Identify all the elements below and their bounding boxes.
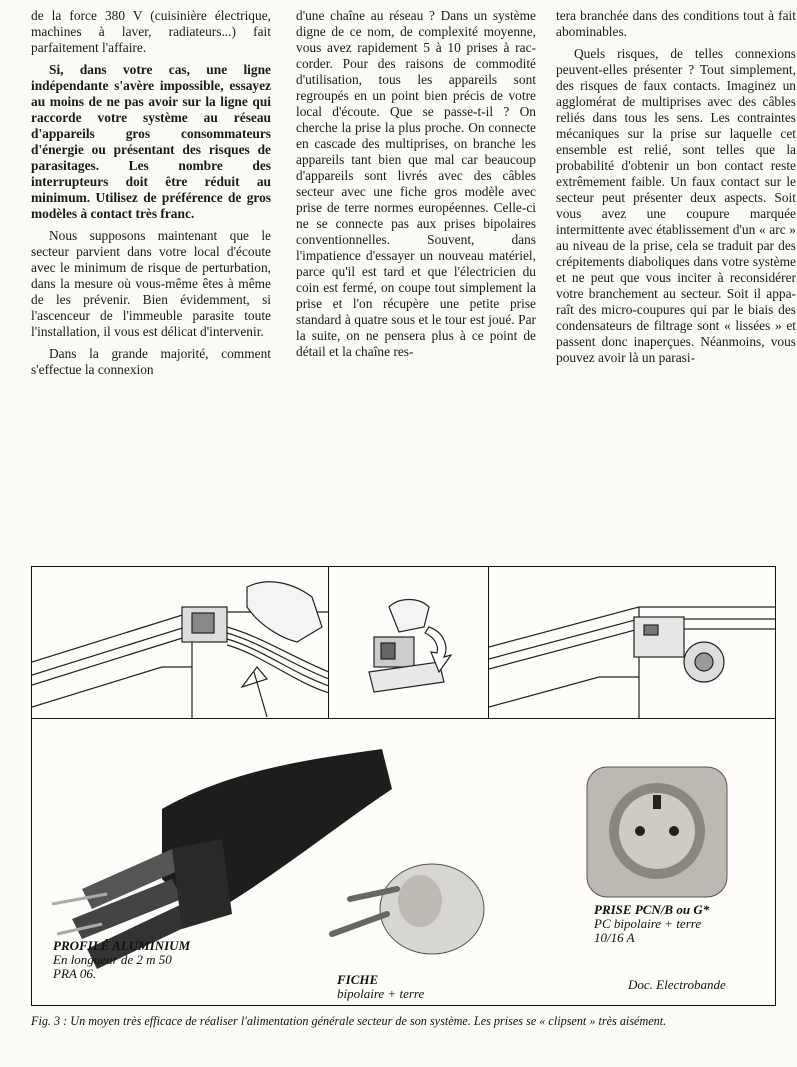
figure-caption: Fig. 3 : Un moyen très efficace de réaliser l'alimentation générale secteur de son système. Les prises se « clipsent » très aisément. [31,1014,667,1028]
profile-length: En longueur de 2 m 50 [53,952,172,967]
col3-paragraph: tera branchée dans des conditions tout à fait abominables. [556,8,796,39]
text-column-3 [556,8,796,372]
caption-profile [53,939,190,981]
illustration-cable-insertion [32,567,329,719]
socket-type: PC bipolaire + terre [594,916,702,931]
plug-image [332,864,484,954]
socket-rating: 10/16 A [594,930,635,945]
col1-paragraph: Nous supposons maintenant que le secteur parvient dans votre local d'écoute avec le minimum de risque de perturbation, dans la mesure où vous-même êtes à même de les prévenir. Bien évidemment, si l'ascenceur de l'immeuble parasite toute l'installation, il vous est délicat d'intervenir. [31,228,271,339]
text-column-2 [296,8,536,366]
plug-title: FICHE [337,972,379,987]
col1-paragraph: Si, dans votre cas, une ligne indépendante s'avère impossible, essayez au moins de ne pas avoir sur la ligne qui raccorde votre système au réseau d'appareils gros consommateurs d'énergie ou présentant des risques de parasitages. Les nombre des interrupteurs doit être réduit au minimum. Utilisez de préférence de gros modèles à contact très franc. [31,62,271,221]
caption-doc-credit: Doc. Electrobande [628,977,726,992]
figure-3 [31,566,776,1006]
col2-paragraph: d'une chaîne au réseau ? Dans un système digne de ce nom, de complexité moyenne, vous avez rapidement 5 à 10 prises à raccorder. Pour des raisons de commodité d'utilisation, tous les appareils sont regroupés en un point bien précis de votre local d'écoute. Que se passe-t-il ? On cherche la prise la plus proche. On connecte en cascade des multiprises, on branche les appareils tant bien que mal car beaucoup d'appareils sont livrés avec des câbles secteur avec une fiche gros modèle avec prise de terre normes européennes. Celle-ci ne se connecte pas aux prises bipolaires conventionnelles. Souvent, dans l'impatience d'essayer un nouveau matériel, parce qu'il est tard et que l'électricien du coin est fermé, on coupe tout simplement la prise et l'on récupère une petite prise standard à quatre sous et le tour est joué. Par la suite, on ne pensera plus à ce point de détail et la chaîne res- [296,8,536,359]
caption-plug [337,973,424,1001]
caption-socket [594,903,709,945]
socket-image [587,767,727,897]
col1-paragraph: de la force 380 V (cuisinière électrique, machines à laver, radiateurs...) fait parfaitement l'affaire. [31,8,271,55]
plug-subtitle: bipolaire + terre [337,986,425,1001]
text-column-1 [31,8,271,384]
illustration-socket-clipping [329,567,489,719]
illustration-mounted-socket [489,567,775,719]
col1-paragraph: Dans la grande majorité, comment s'effectue la connexion [31,346,271,377]
socket-title: PRISE PCN/B ou G* [594,902,710,917]
profile-title: PROFILÉ ALUMINIUM [53,938,191,953]
col3-paragraph: Quels risques, de telles connexions peuvent-elles présenter ? Tout simplement, des risques de faux contacts. Imaginez un agglomérat de multiprises avec des câbles reliés dans tous les sens. Les contraintes mécaniques sur la prise sur laquelle cet ensemble est relié, sont telles que la probabilité d'obtenir un bon contact reste extrêmement faible. Un faux contact sur le secteur peut présenter deux aspects. Soit vous avez une coupure marquée intermittente avec établissement d'un « arc » au niveau de la prise, cela se traduit par des crépitements diaboliques dans votre système et ne peut que vous inciter à reconsidérer votre branchement au secteur. Soit il apparaît des micro-coupures qui par le biais des condensateurs de filtrage sont « lissées » et passent donc inaperçues. Néanmoins, vous pouvez avoir là un parasi- [556,46,796,365]
aluminium-profile-image [52,749,392,969]
profile-ref: PRA 06. [53,966,97,981]
